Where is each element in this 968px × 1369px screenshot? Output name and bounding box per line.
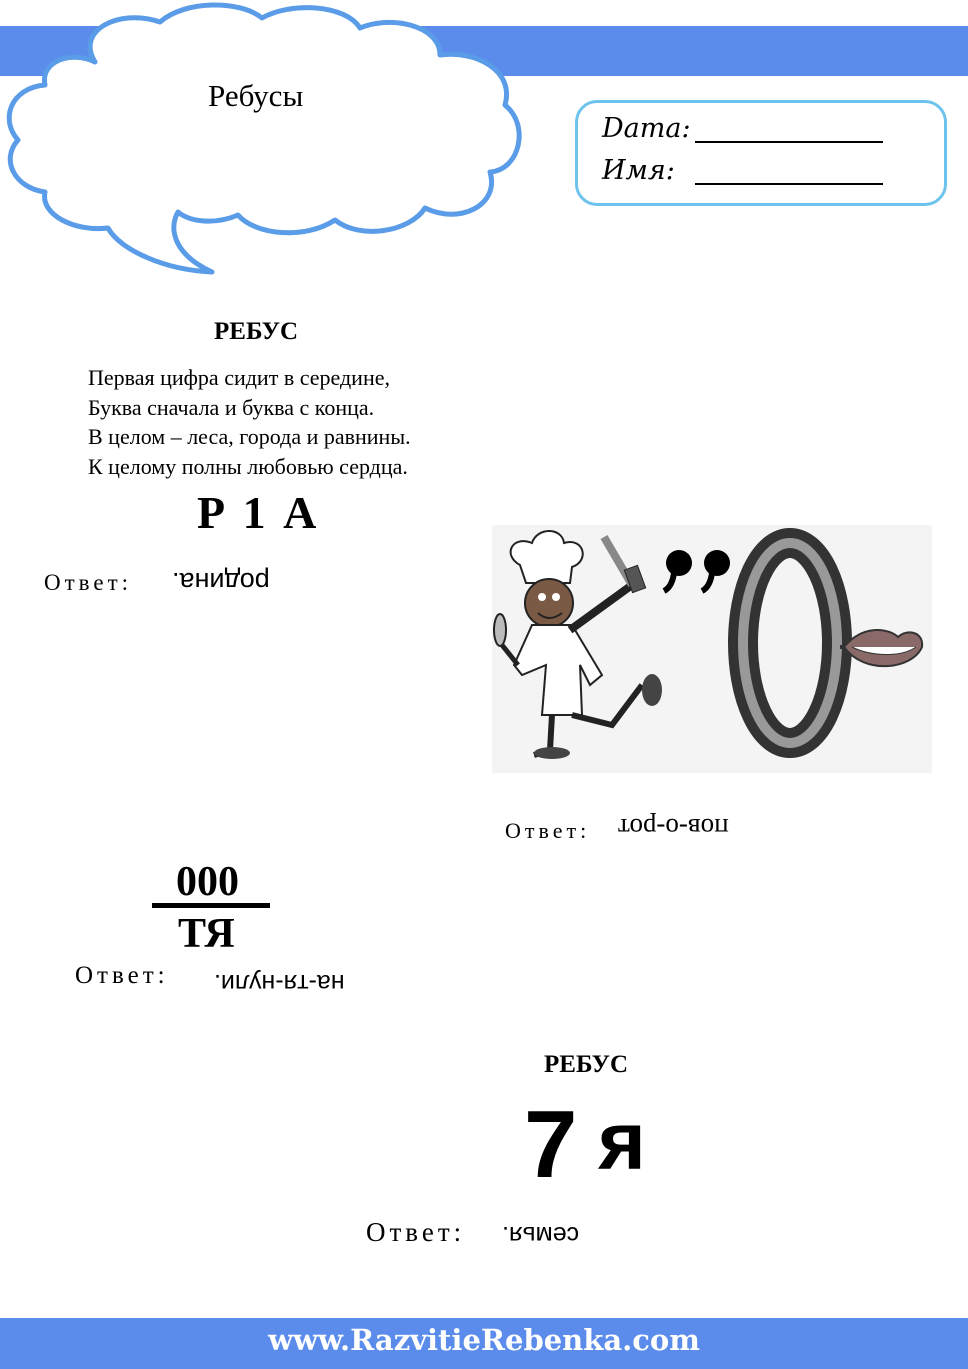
puzzle3-numerator: 000 (176, 859, 239, 905)
puzzle4-heading: РЕБУС (544, 1051, 628, 1078)
puzzle4-answer: семья. (502, 1221, 580, 1249)
fraction-line (152, 903, 270, 908)
poem-line: В целом – леса, города и равнины. (88, 424, 411, 449)
poem-line: Первая цифра сидит в середине, (88, 365, 390, 390)
puzzle1-heading: РЕБУС (214, 318, 298, 345)
puzzle1-rebus: Р 1 А (197, 487, 320, 538)
puzzle2-answer: пов-о-рот (618, 813, 729, 843)
puzzle4-rebus-number: 7 (524, 1091, 578, 1198)
puzzle4-rebus-letter: я (598, 1096, 646, 1187)
cloud-title: Ребусы (208, 78, 304, 113)
puzzle1-answer: родина. (172, 567, 270, 597)
puzzle2-answer-label: Ответ: (505, 818, 591, 843)
date-field[interactable] (695, 141, 883, 143)
poem-line: Буква сначала и буква с конца. (88, 394, 375, 420)
footer-url[interactable]: www.RazvitieRebenka.com (268, 1323, 700, 1357)
puzzle3-denominator: ТЯ (178, 911, 235, 957)
poem-line: К целому полны любовью сердца. (88, 453, 408, 479)
puzzle3-answer: на-тя-нули. (214, 969, 345, 997)
id-box (575, 100, 947, 206)
puzzle1-answer-label: Ответ: (44, 570, 133, 595)
name-label: Имя: (602, 155, 675, 186)
puzzle1-poem (88, 363, 411, 481)
puzzle3-answer-label: Ответ: (75, 962, 169, 989)
puzzle4-answer-label: Ответ: (366, 1217, 466, 1247)
name-field[interactable] (695, 183, 883, 185)
speech-cloud (0, 0, 530, 285)
date-label: Dama: (602, 113, 691, 144)
rebus-picture (492, 525, 932, 773)
